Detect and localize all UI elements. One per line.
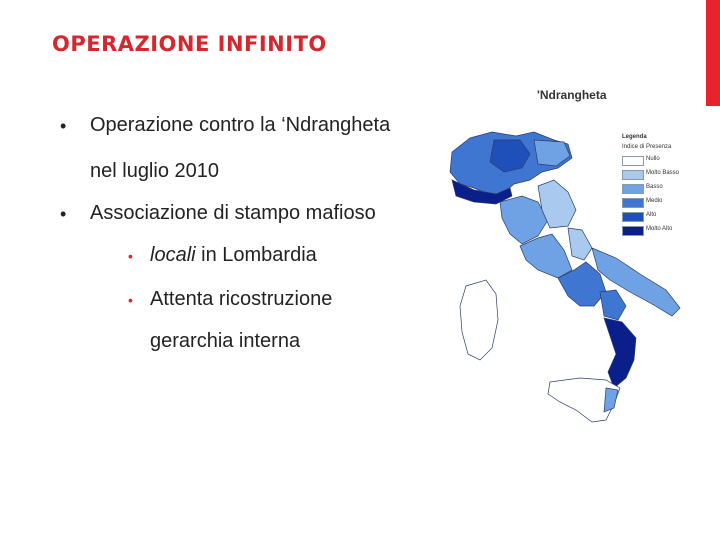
- legend-label: Basso: [646, 184, 663, 190]
- legend-subtitle: Indice di Presenza: [622, 144, 672, 150]
- calabria-region: [604, 318, 636, 388]
- sub-bullet-2: Attenta ricostruzione: [150, 288, 333, 310]
- legend-swatch: [622, 156, 644, 166]
- legend-swatch: [622, 184, 644, 194]
- sub-bullet-1-italic: locali: [150, 244, 196, 266]
- legend-item: [622, 212, 702, 222]
- legend-swatch: [622, 226, 644, 236]
- sub-bullet-1-rest: in Lombardia: [195, 244, 317, 266]
- legend-swatch: [622, 198, 644, 208]
- basilicata-region: [600, 290, 626, 320]
- abruzzo-region: [568, 228, 592, 260]
- sub-bullet-dot: •: [128, 248, 133, 264]
- legend-label: Alto: [646, 212, 657, 218]
- bullet-2: Associazione di stampo mafioso: [90, 202, 376, 224]
- map-title: 'Ndrangheta: [537, 88, 607, 102]
- legend-item: [622, 226, 702, 236]
- legend-label: Nullo: [646, 156, 660, 162]
- sicily-east-region: [604, 388, 618, 412]
- legend-swatch: [622, 170, 644, 180]
- bullet-1: Operazione contro la ‘Ndrangheta: [90, 114, 391, 136]
- bullet-dot: •: [60, 204, 67, 224]
- sardinia-region: [460, 280, 498, 360]
- bullet-1-continuation: nel luglio 2010: [90, 160, 219, 182]
- legend-title: Legenda: [622, 134, 647, 140]
- legend-label: Molto Alto: [646, 226, 673, 232]
- sub-bullet-dot: •: [128, 292, 133, 308]
- accent-bar: [706, 0, 720, 106]
- legend-swatch: [622, 212, 644, 222]
- legend-label: Medio: [646, 198, 663, 204]
- legend-item: [622, 170, 702, 180]
- slide-title: OPERAZIONE INFINITO: [52, 32, 327, 56]
- legend-item: [622, 198, 702, 208]
- sub-bullet-1: [150, 244, 317, 267]
- sub-bullet-2-continuation: gerarchia interna: [150, 330, 301, 352]
- legend-label: Molto Basso: [646, 170, 680, 176]
- legend-item: [622, 184, 702, 194]
- bullet-dot: •: [60, 116, 67, 136]
- legend-item: [622, 156, 702, 166]
